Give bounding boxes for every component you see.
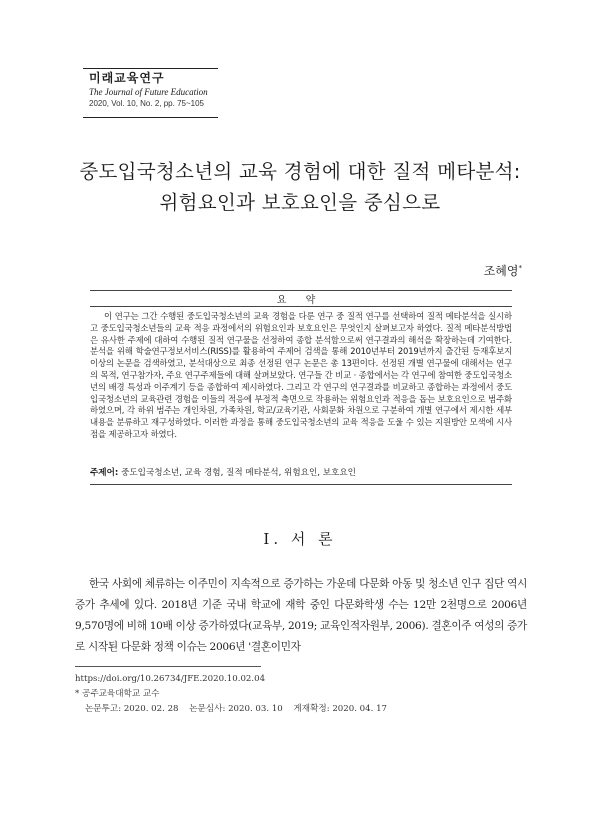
journal-name-ko: 미래교육연구 [89, 71, 165, 85]
abstract-heading-rule [90, 306, 512, 307]
paper-title-line2: 위험요인과 보호요인을 중심으로 [159, 191, 441, 214]
journal-volume: 2020, Vol. 10, No. 2, pp. 75~105 [89, 99, 204, 108]
doi-link[interactable]: https://doi.org/10.26734/JFE.2020.10.02.04 [75, 674, 266, 684]
accepted-date: 게재확정: 2020. 04. 17 [293, 704, 388, 714]
received-date: 논문투고: 2020. 02. 28 [85, 704, 179, 714]
journal-name-en: The Journal of Future Education [89, 87, 208, 97]
abstract-body: 이 연구는 그간 수행된 중도입국청소년의 교육 경험을 다룬 연구 중 질적 연구를 선택하여 질적 메타분석을 실시하고 중도입국청소년들의 교육 적응 과정에서의 위험요인과 보호요인은 무엇인지 살펴보고자 하였다. 질적 메타분석방법은 유사한 주제에 대하여 수행된 질적 연구물을 선정하여 종합 분석함으로써 연구결과의 해석을 확장하는데 기여한다. 분석을 위해 학술연구정보서비스(RISS)를 활용하여 주제어 검색을 통해 2010년부터 2019년까지 출간된 등재후보지 이상의 논문을 검색하였고, 분석대상으로 최종 선정된 연구 논문은 총 13편이다. 선정된 개별 연구물에 대해서는 연구의 목적, 연구참가자, 주요 연구주제들에 대해 살펴보았다. 연구들 간 비교 · 종합에서는 각 연구에 참여한 중도입국청소년의 배경 특성과 이주계기 등을 종합하여 제시하였다. 그리고 각 연구의 연구결과를 비교하고 종합하는 과정에서 중도입국청소년의 교육관련 경험을 이들의 적응에 부정적 측면으로 작용하는 위험요인과 적응을 돕는 보호요인으로 범주화하였으며, 각 하위 범주는 개인차원, 가족차원, 학교/교육기관, 사회문화 차원으로 구분하여 개별 연구에서 제시한 세부 내용을 분류하고 재구성하였다. 이러한 과정을 통해 중도입국청소년의 교육 적응을 도울 수 있는 지원방안 모색에 시사점을 제공하고자 하였다. [90, 311, 512, 439]
author-affiliation: * 공주교육대학교 교수 [75, 689, 160, 699]
abstract-bottom-rule [90, 484, 512, 485]
footnotes [75, 672, 527, 717]
author [484, 262, 522, 279]
publication-dates [75, 702, 527, 717]
keywords-list: 중도입국청소년, 교육 경험, 질적 메타분석, 위험요인, 보호요인 [121, 468, 356, 478]
paper-title-line1: 중도입국청소년의 교육 경험에 대한 질적 메타분석: [79, 160, 521, 183]
revised-date: 논문심사: 2020. 03. 10 [189, 704, 283, 714]
journal-header [83, 68, 218, 118]
section-heading: Ⅰ. 서 론 [263, 530, 337, 548]
author-name: 조혜영 [483, 264, 519, 278]
keywords-label: 주제어: [90, 468, 119, 478]
body-paragraph: 한국 사회에 체류하는 이주민이 지속적으로 증가하는 가운데 다문화 아동 및 청소년 인구 집단 역시 증가 추세에 있다. 2018년 기준 국내 학교에 재학 중인 다문화학생 수는 12만 2천명으로 2006년 9,570명에 비해 10배 이상 증가하였다(교육부, 2019; 교육인적자원부, 2006). 결혼이주 여성의 증가로 시작된 다문화 정책 이슈는 2006년 '결혼이민자 [75, 578, 527, 653]
keywords [90, 466, 512, 478]
abstract-heading: 요 약 [276, 295, 324, 306]
author-footnote-mark: * [518, 264, 522, 272]
footnote-rule [75, 666, 261, 667]
